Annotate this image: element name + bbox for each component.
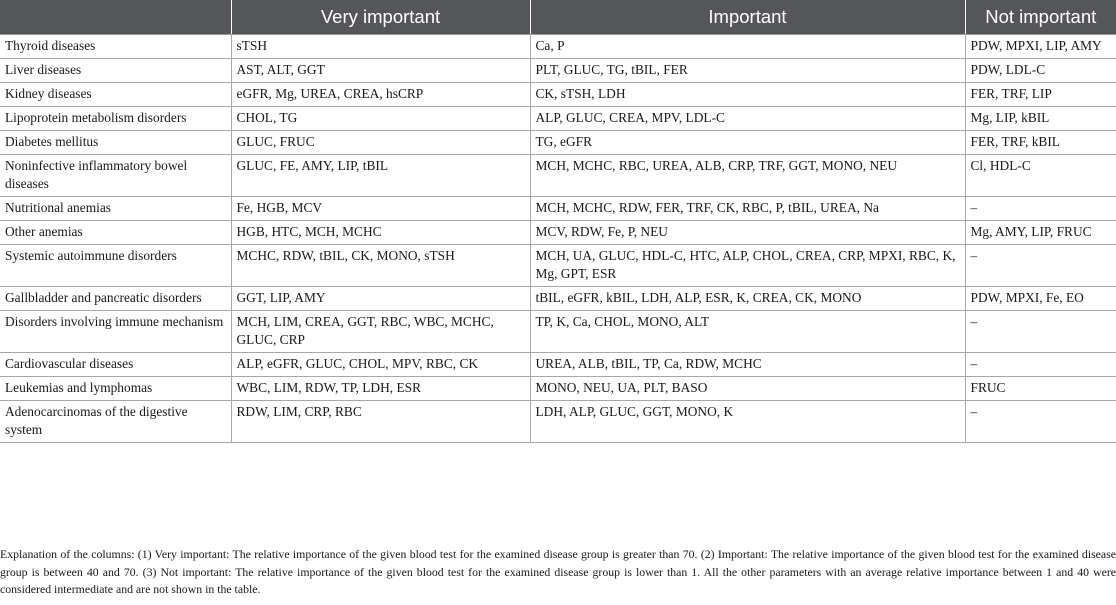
very-important-cell: GGT, LIP, AMY [231, 287, 530, 311]
not-important-cell: FER, TRF, LIP [965, 83, 1116, 107]
very-important-cell: eGFR, Mg, UREA, CREA, hsCRP [231, 83, 530, 107]
important-cell: CK, sTSH, LDH [530, 83, 965, 107]
important-cell: MCV, RDW, Fe, P, NEU [530, 221, 965, 245]
disease-group-cell: Cardiovascular diseases [0, 353, 231, 377]
table-row [0, 401, 1116, 443]
important-cell: MCH, MCHC, RBC, UREA, ALB, CRP, TRF, GGT, MONO, NEU [530, 155, 965, 197]
header-disease-group [0, 0, 231, 35]
header-important: Important [530, 0, 965, 35]
not-important-cell: PDW, MPXI, LIP, AMY [965, 35, 1116, 59]
not-important-cell: Mg, AMY, LIP, FRUC [965, 221, 1116, 245]
table-row [0, 311, 1116, 353]
important-cell: ALP, GLUC, CREA, MPV, LDL-C [530, 107, 965, 131]
not-important-cell: Cl, HDL-C [965, 155, 1116, 197]
table-body [0, 35, 1116, 443]
important-cell: MONO, NEU, UA, PLT, BASO [530, 377, 965, 401]
table-row [0, 155, 1116, 197]
table-row [0, 107, 1116, 131]
disease-group-cell: Leukemias and lymphomas [0, 377, 231, 401]
table-row [0, 245, 1116, 287]
table-row [0, 59, 1116, 83]
not-important-cell: – [965, 245, 1116, 287]
table-header-row [0, 0, 1116, 35]
important-cell: LDH, ALP, GLUC, GGT, MONO, K [530, 401, 965, 443]
not-important-cell: – [965, 353, 1116, 377]
very-important-cell: sTSH [231, 35, 530, 59]
very-important-cell: WBC, LIM, RDW, TP, LDH, ESR [231, 377, 530, 401]
very-important-cell: GLUC, FRUC [231, 131, 530, 155]
very-important-cell: GLUC, FE, AMY, LIP, tBIL [231, 155, 530, 197]
very-important-cell: HGB, HTC, MCH, MCHC [231, 221, 530, 245]
very-important-cell: CHOL, TG [231, 107, 530, 131]
disease-group-cell: Adenocarcinomas of the digestive system [0, 401, 231, 443]
table-footnote: Explanation of the columns: (1) Very important: The relative importance of the given blood test for the examined disease group is greater than 70. (2) Important: The relative importance of the given blood test for the examined disease group is between 40 and 70. (3) Not important: The relative importance of the given blood test for the examined disease group is lower than 1. All the other parameters with an average relative importance between 1 and 40 were considered intermediate and are not shown in the table. [0, 547, 1116, 596]
very-important-cell: ALP, eGFR, GLUC, CHOL, MPV, RBC, CK [231, 353, 530, 377]
disease-group-cell: Diabetes mellitus [0, 131, 231, 155]
important-cell: PLT, GLUC, TG, tBIL, FER [530, 59, 965, 83]
very-important-cell: RDW, LIM, CRP, RBC [231, 401, 530, 443]
disease-group-cell: Gallbladder and pancreatic disorders [0, 287, 231, 311]
important-cell: TG, eGFR [530, 131, 965, 155]
very-important-cell: MCH, LIM, CREA, GGT, RBC, WBC, MCHC, GLUC, CRP [231, 311, 530, 353]
disease-group-cell: Systemic autoimmune disorders [0, 245, 231, 287]
disease-group-cell: Other anemias [0, 221, 231, 245]
very-important-cell: MCHC, RDW, tBIL, CK, MONO, sTSH [231, 245, 530, 287]
table-row [0, 83, 1116, 107]
important-cell: tBIL, eGFR, kBIL, LDH, ALP, ESR, K, CREA, CK, MONO [530, 287, 965, 311]
table-row [0, 197, 1116, 221]
table-row [0, 221, 1116, 245]
disease-group-cell: Kidney diseases [0, 83, 231, 107]
disease-group-cell: Thyroid diseases [0, 35, 231, 59]
not-important-cell: PDW, MPXI, Fe, EO [965, 287, 1116, 311]
not-important-cell: Mg, LIP, kBIL [965, 107, 1116, 131]
table-row [0, 287, 1116, 311]
not-important-cell: FRUC [965, 377, 1116, 401]
important-cell: Ca, P [530, 35, 965, 59]
not-important-cell: PDW, LDL-C [965, 59, 1116, 83]
not-important-cell: – [965, 401, 1116, 443]
disease-group-cell: Disorders involving immune mechanism [0, 311, 231, 353]
header-not-important: Not important [965, 0, 1116, 35]
table-row [0, 353, 1116, 377]
disease-group-cell: Noninfective inflammatory bowel diseases [0, 155, 231, 197]
table-row [0, 131, 1116, 155]
important-cell: UREA, ALB, tBIL, TP, Ca, RDW, MCHC [530, 353, 965, 377]
important-cell: MCH, MCHC, RDW, FER, TRF, CK, RBC, P, tBIL, UREA, Na [530, 197, 965, 221]
very-important-cell: Fe, HGB, MCV [231, 197, 530, 221]
important-cell: MCH, UA, GLUC, HDL-C, HTC, ALP, CHOL, CREA, CRP, MPXI, RBC, K, Mg, GPT, ESR [530, 245, 965, 287]
not-important-cell: – [965, 197, 1116, 221]
important-cell: TP, K, Ca, CHOL, MONO, ALT [530, 311, 965, 353]
not-important-cell: FER, TRF, kBIL [965, 131, 1116, 155]
disease-group-cell: Liver diseases [0, 59, 231, 83]
not-important-cell: – [965, 311, 1116, 353]
table-row [0, 35, 1116, 59]
disease-group-cell: Lipoprotein metabolism disorders [0, 107, 231, 131]
table-row [0, 377, 1116, 401]
disease-group-cell: Nutritional anemias [0, 197, 231, 221]
header-very-important: Very important [231, 0, 530, 35]
very-important-cell: AST, ALT, GGT [231, 59, 530, 83]
